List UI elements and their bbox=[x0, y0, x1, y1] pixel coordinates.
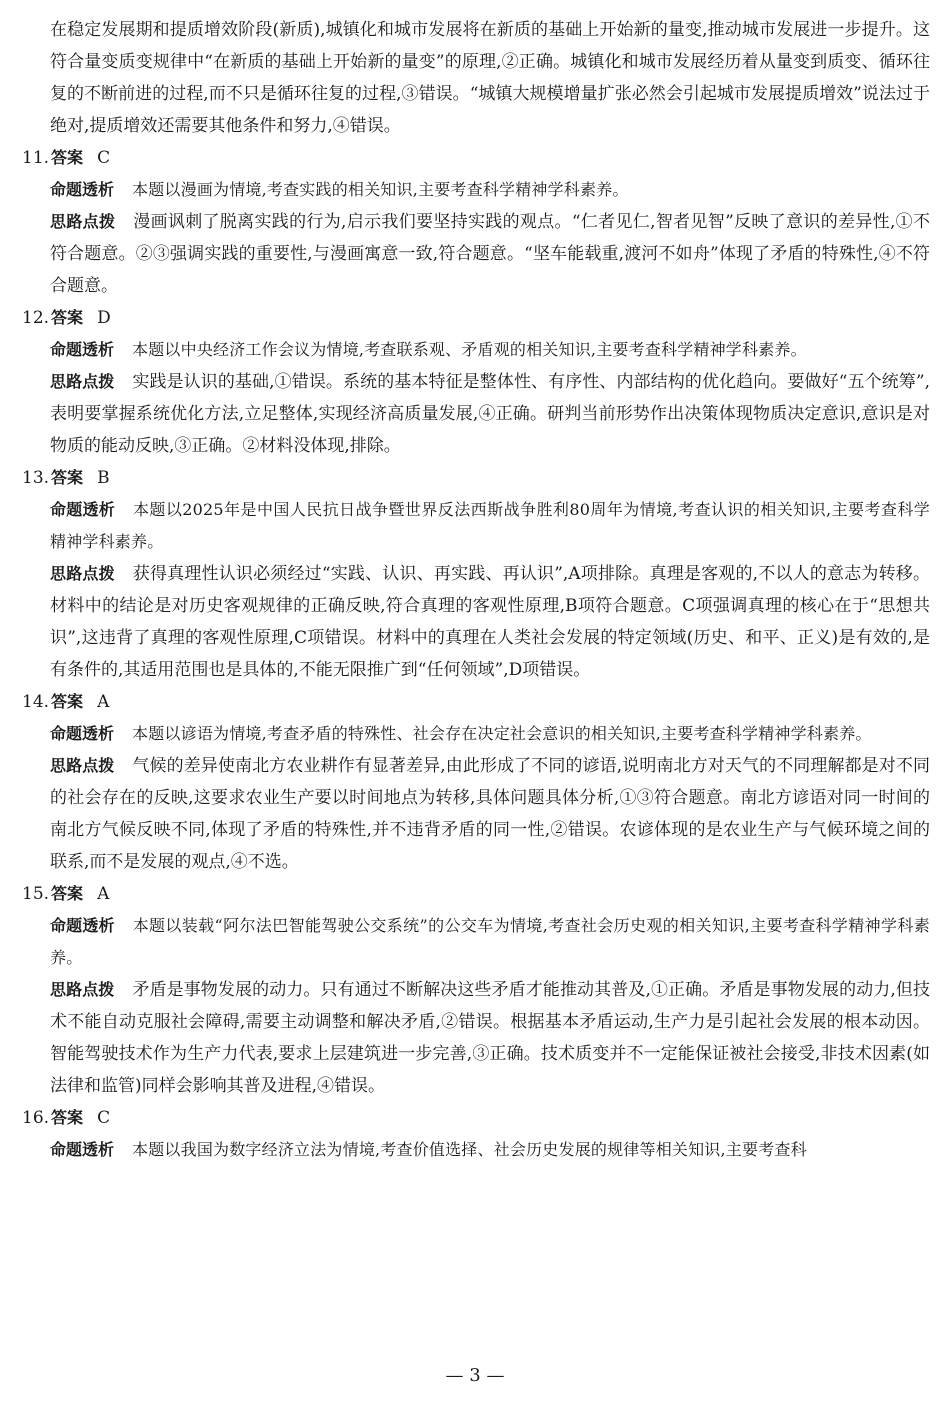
analysis-text: 矛盾是事物发展的动力。只有通过不断解决这些矛盾才能推动其普及,①正确。矛盾是事物发展的动力,但技术不能自动克服社会障碍,需要主动调整和解决矛盾,②错误。根据基本矛盾运动,生产力是引起社会发展的根本动因。智能驾驶技术作为生产力代表,要求上层建筑进一步完善,③正确。技术质变并不一定能保证被社会接受,非技术因素(如法律和监管)同样会影响其普及进程,④错误。 bbox=[50, 980, 930, 1096]
intro-text: 本题以我国为数字经济立法为情境,考查价值选择、社会历史发展的规律等相关知识,主要考查科 bbox=[132, 1140, 807, 1159]
answer-value: C bbox=[97, 1108, 111, 1128]
answer-value: B bbox=[97, 468, 110, 488]
intro-text: 本题以2025年是中国人民抗日战争暨世界反法西斯战争胜利80周年为情境,考查认识的相关知识,主要考查科学精神学科素养。 bbox=[50, 500, 930, 551]
answer-label: 答案 bbox=[51, 692, 84, 711]
intro-label: 命题透析 bbox=[50, 500, 115, 519]
intro-label: 命题透析 bbox=[50, 340, 115, 359]
question-number: 14. bbox=[22, 692, 50, 712]
intro-label: 命题透析 bbox=[50, 724, 115, 743]
answer-label: 答案 bbox=[51, 468, 84, 487]
question-number: 11. bbox=[22, 148, 50, 168]
answer-value: A bbox=[97, 692, 110, 712]
answer-label: 答案 bbox=[51, 308, 84, 327]
question-13 bbox=[22, 462, 930, 686]
question-12 bbox=[22, 302, 930, 462]
answer-value: A bbox=[97, 884, 110, 904]
page-number: — 3 — bbox=[445, 1365, 505, 1386]
question-15 bbox=[22, 878, 930, 1102]
analysis-text: 实践是认识的基础,①错误。系统的基本特征是整体性、有序性、内部结构的优化趋向。要做好“五个统筹”,表明要掌握系统优化方法,立足整体,实现经济高质量发展,④正确。研判当前形势作出决策体现物质决定意识,意识是对物质的能动反映,③正确。②材料没体现,排除。 bbox=[50, 372, 930, 456]
intro-text: 本题以中央经济工作会议为情境,考查联系观、矛盾观的相关知识,主要考查科学精神学科素养。 bbox=[132, 340, 807, 359]
intro-text: 本题以装载“阿尔法巴智能驾驶公交系统”的公交车为情境,考查社会历史观的相关知识,主要考查科学精神学科素养。 bbox=[50, 916, 930, 967]
intro-text: 本题以谚语为情境,考查矛盾的特殊性、社会存在决定社会意识的相关知识,主要考查科学精神学科素养。 bbox=[132, 724, 872, 743]
question-16 bbox=[22, 1102, 930, 1166]
intro-text: 本题以漫画为情境,考查实践的相关知识,主要考查科学精神学科素养。 bbox=[132, 180, 629, 199]
answer-value: C bbox=[97, 148, 111, 168]
intro-label: 命题透析 bbox=[50, 1140, 115, 1159]
analysis-label: 思路点拨 bbox=[50, 980, 115, 999]
analysis-label: 思路点拨 bbox=[50, 564, 115, 583]
analysis-label: 思路点拨 bbox=[50, 212, 116, 231]
analysis-label: 思路点拨 bbox=[50, 372, 115, 391]
question-number: 12. bbox=[22, 308, 50, 328]
intro-label: 命题透析 bbox=[50, 180, 115, 199]
answer-label: 答案 bbox=[51, 884, 84, 903]
intro-label: 命题透析 bbox=[50, 916, 115, 935]
answer-value: D bbox=[97, 308, 111, 328]
question-11 bbox=[22, 142, 930, 302]
analysis-text: 获得真理性认识必须经过“实践、认识、再实践、再认识”,A项排除。真理是客观的,不以人的意志为转移。材料中的结论是对历史客观规律的正确反映,符合真理的客观性原理,B项符合题意。C项强调真理的核心在于“思想共识”,这违背了真理的客观性原理,C项错误。材料中的真理在人类社会发展的特定领域(历史、和平、正义)是有效的,是有条件的,其适用范围也是具体的,不能无限推广到“任何领域”,D项错误。 bbox=[50, 564, 930, 680]
analysis-text: 漫画讽刺了脱离实践的行为,启示我们要坚持实践的观点。“仁者见仁,智者见智”反映了意识的差异性,①不符合题意。②③强调实践的重要性,与漫画寓意一致,符合题意。“坚车能载重,渡河不如舟”体现了矛盾的特殊性,④不符合题意。 bbox=[50, 212, 930, 296]
question-14 bbox=[22, 686, 930, 878]
answer-label: 答案 bbox=[51, 148, 84, 167]
analysis-text: 气候的差异使南北方农业耕作有显著差异,由此形成了不同的谚语,说明南北方对天气的不同理解都是对不同的社会存在的反映,这要求农业生产要以时间地点为转移,具体问题具体分析,①③符合题意。南北方谚语对同一时间的南北方气候反映不同,体现了矛盾的特殊性,并不违背矛盾的同一性,②错误。农谚体现的是农业生产与气候环境之间的联系,而不是发展的观点,④不选。 bbox=[50, 756, 930, 872]
answer-label: 答案 bbox=[51, 1108, 84, 1127]
question-number: 13. bbox=[22, 468, 50, 488]
analysis-label: 思路点拨 bbox=[50, 756, 115, 775]
question-number: 15. bbox=[22, 884, 50, 904]
continuation-paragraph: 在稳定发展期和提质增效阶段(新质),城镇化和城市发展将在新质的基础上开始新的量变,推动城市发展进一步提升。这符合量变质变规律中“在新质的基础上开始新的量变”的原理,②正确。城镇化和城市发展经历着从量变到质变、循环往复的不断前进的过程,而不只是循环往复的过程,③错误。“城镇大规模增量扩张必然会引起城市发展提质增效”说法过于绝对,提质增效还需要其他条件和努力,④错误。 bbox=[50, 20, 930, 136]
question-number: 16. bbox=[22, 1108, 50, 1128]
